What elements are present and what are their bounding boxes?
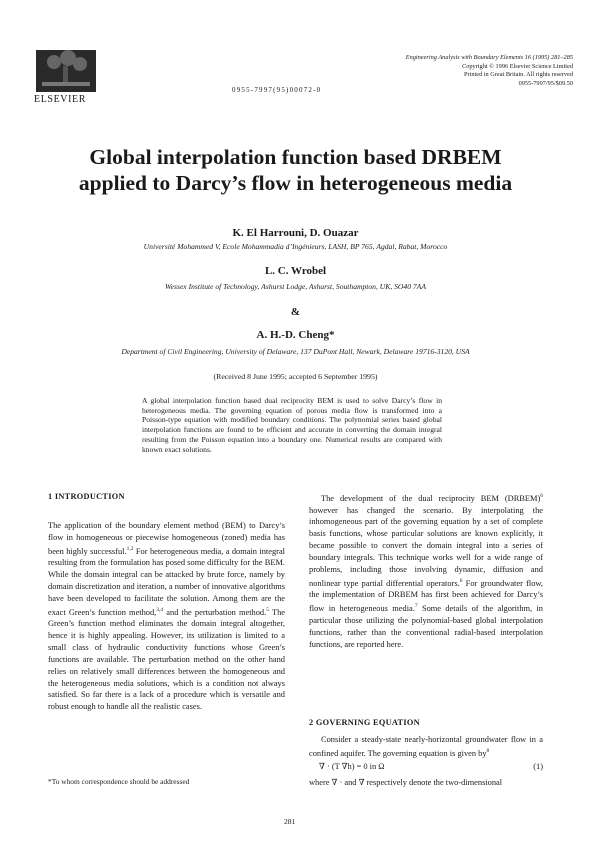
author-ampersand: & <box>290 306 301 318</box>
introduction-paragraph <box>48 520 285 713</box>
intro-text-a: The application of the boundary element method (BEM) to Darcy’s flow in homogeneous or piecewise homogeneous (zoned) media has been highly successful. <box>48 521 285 556</box>
citation-ref: 6 <box>459 577 463 584</box>
publisher-wordmark: ELSEVIER <box>34 94 87 105</box>
author-group-1: K. El Harrouni, D. Ouazar <box>232 227 359 239</box>
issn-code: 0955-7997(95)00072-0 <box>232 86 322 94</box>
paper-title <box>40 144 551 196</box>
author-group-3: A. H.-D. Cheng* <box>256 329 335 341</box>
drbem-text-c: For groundwater flow, the implementation of DRBEM has first been achieved for Darcy’s flow in heterogeneous media. <box>309 578 543 613</box>
citation-code-line: 0955-7997/95/$09.50 <box>518 79 573 87</box>
page-number: 281 <box>284 817 296 826</box>
section-2-heading <box>309 717 543 729</box>
equation-1-expression: ∇ · (T ∇h) = 0 in Ω <box>319 762 385 772</box>
citation-ref: 7 <box>414 603 418 610</box>
drbem-text-b: however has changed the scenario. By interpolating the inhomogeneous part of the governing equation by a set of complete basis functions, whose particular solutions are known explicitly, it became possible to convert the domain integral into a series of boundary integrals. This technique works well for a wide range of problems, including those involving dynamic, diffusion and nonlinear type partial differential operators. <box>309 505 543 588</box>
intro-text-c: and the perturbation method. <box>163 607 267 617</box>
governing-intro <box>309 734 543 759</box>
equation-1 <box>309 761 543 773</box>
abstract: A global interpolation function based dual reciprocity BEM is used to solve Darcy’s flow in heterogeneous media. The governing equation of porous media flow is transformed into a Poisson-type equation with modified boundary conditions. The polynomial series based global interpolation functions are found to be efficient and accurate in converting the domain integral resulting from the Poisson equation into a boundary one. Numerical results are compared with known exact solutions. <box>142 396 442 454</box>
affiliation-3: Department of Civil Engineering, University of Delaware, 137 DuPont Hall, Newark, Delaware 19716-3120, USA <box>121 347 470 356</box>
citation-copyright-line: Copyright © 1996 Elsevier Science Limited <box>462 62 573 70</box>
received-dates: (Received 8 June 1995; accepted 6 September 1995) <box>213 372 378 381</box>
correspondence-footnote: *To whom correspondence should be addressed <box>48 777 190 786</box>
paper-title-line-2: applied to Darcy’s flow in heterogeneous media <box>78 171 513 195</box>
governing-equation-block <box>309 734 543 789</box>
citation-journal-line: Engineering Analysis with Boundary Elements 16 (1995) 281–285 <box>405 54 573 61</box>
section-1-heading <box>48 491 285 503</box>
citation-ref: 8 <box>486 747 490 754</box>
citation-ref: 5 <box>266 606 269 613</box>
author-group-2: L. C. Wrobel <box>264 265 327 277</box>
affiliation-1: Université Mohammed V, Ecole Mohammadia d’Ingénieurs, LASH, BP 765, Agdal, Rabat, Morocco <box>143 242 448 251</box>
citation-ref: 1,2 <box>126 545 134 552</box>
journal-citation-block <box>293 54 573 88</box>
governing-text: Consider a steady-state nearly-horizontal groundwater flow in a confined aquifer. The governing equation is given by <box>309 735 543 758</box>
section-2-heading-text: 2 GOVERNING EQUATION <box>309 718 420 727</box>
intro-text-b: For heterogeneous media, a domain integral resulting from the formulation has posed some difficulty for the BEM. While the domain integral can be attacked by brute force, namely by domain discretization and iteration, a number of innovative algorithms have been developed to facilitate the solution. Among them are the exact Green’s function method, <box>48 546 286 617</box>
citation-ref: 3,4 <box>156 606 164 613</box>
paper-title-line-1: Global interpolation function based DRBEM <box>89 145 502 169</box>
affiliation-2: Wessex Institute of Technology, Ashurst Lodge, Ashurst, Southampton, UK, SO40 7AA <box>165 282 426 291</box>
equation-1-number: (1) <box>533 762 543 772</box>
drbem-text-a: The development of the dual reciprocity BEM (DRBEM) <box>321 493 541 503</box>
drbem-text-d: Some details of the algorithm, in particular those utilizing the polynomial-based global interpolation functions, rather than the conventional radial-based interpolation functions, are reported here. <box>309 603 543 649</box>
equation-explanation: where ∇ · and ∇ respectively denote the two-dimensional <box>309 778 503 788</box>
citation-rights-line: Printed in Great Britain. All rights reserved <box>464 71 573 79</box>
intro-text-d: The Green’s function method eliminates the domain integral altogether, hence it is highly appealing. However, its utilization is limited to a small class of hydraulic conductivity functions whose Green’s functions are available. The perturbation method on the other hand relies on relatively small differences between the homogeneous and the heterogeneous media solutions, which is a condition not always satisfied. So far there is a lack of a procedure which is versatile and robust enough to handle all the realistic cases. <box>48 607 285 712</box>
elsevier-tree-logo-icon <box>34 48 98 94</box>
citation-ref: 6 <box>540 493 543 499</box>
drbem-paragraph <box>309 491 543 650</box>
section-1-heading-text: 1 INTRODUCTION <box>48 492 125 501</box>
